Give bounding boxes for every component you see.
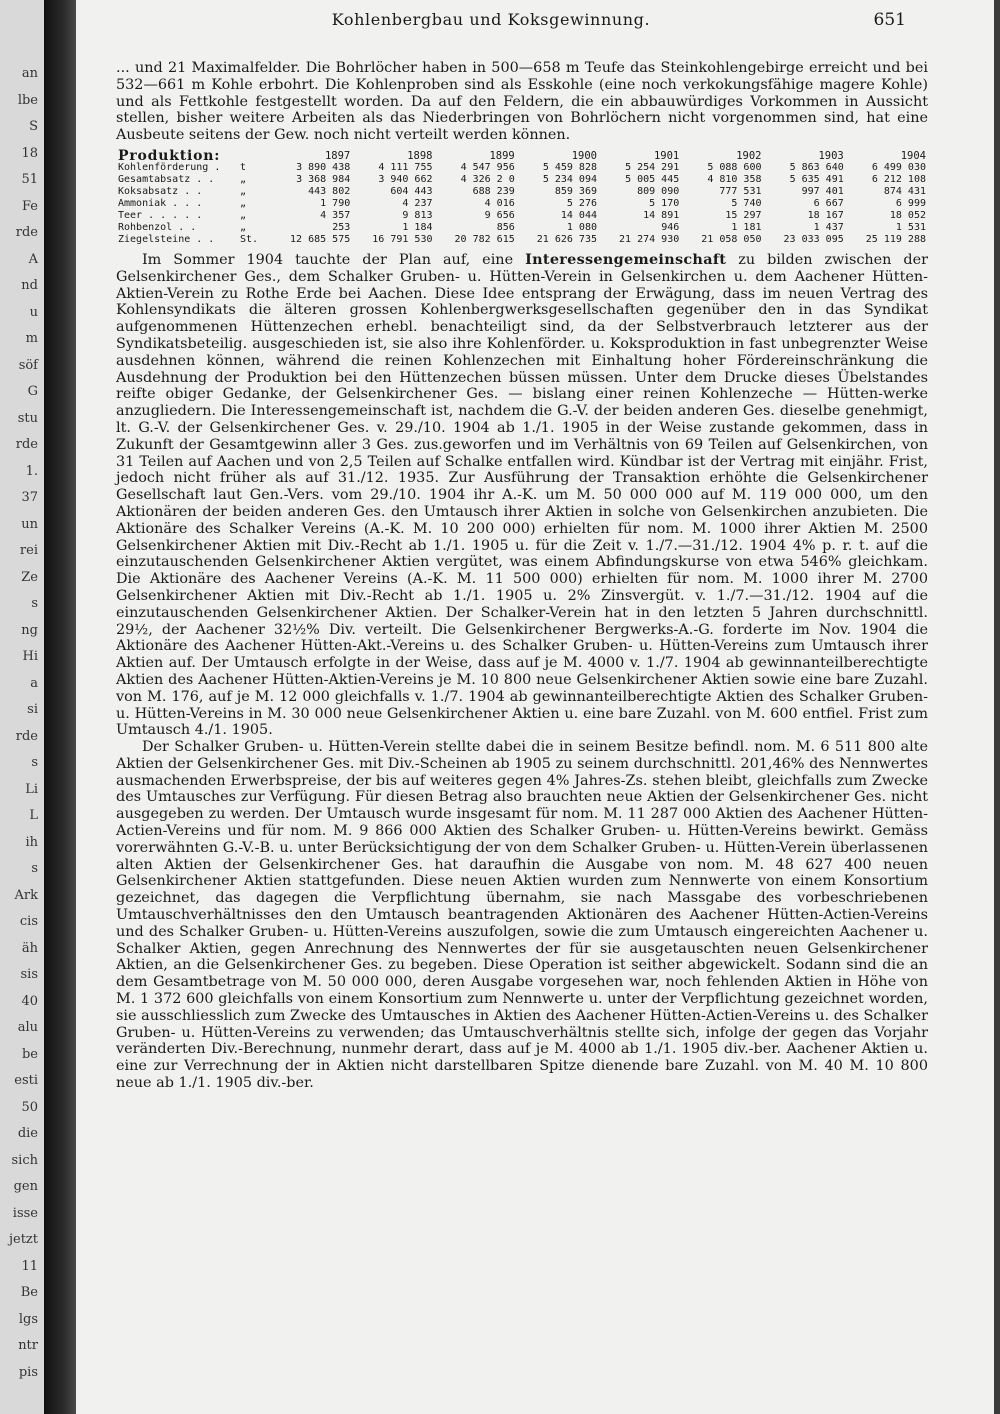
paragraph-2-lead: Im Sommer 1904 tauchte der Plan auf, eine	[142, 251, 514, 268]
paragraph-3: Der Schalker Gruben- u. Hütten-Verein stellte dabei die in seinem Besitze befindl. nom. M. 6 511 800 alte Aktien der Gelsenkirchener Ges. mit Div.-Scheinen ab 1905 zu seinem durchschnittl. 201,46% des Nennwertes ausmachenden Erwerbspreise, der bis auf weiteres gegen 4% Jahres-Zs. stehen bleibt, gleichfalls zum Zwecke des Umtausches zur Verfügung. Für diesen Betrag also brauchten neue Aktien der Gelsenkirchener Ges. nicht ausgegeben zu werden. Der Umtausch wurde insgesamt für nom. M. 11 287 000 Aktien des Aachener Hütten-Actien-Vereins und für nom. M. 9 866 000 Aktien des Schalker Gruben- u. Hütten-Vereins bewirkt. Gemäss vorerwähnten G.-V.-B. u. unter Berücksichtigung der von dem Schalker Gruben- u. Hütten-Verein überlassenen alten Aktien der Gelsenkirchener Ges. hat daraufhin die Ausgabe von nom. M. 48 627 400 neuen Gelsenkirchener Aktien stattgefunden. Diese neuen Aktien wurden zum Nennwerte von einem Konsortium gezeichnet, das dagegen die Verpflichtung übernahm, sie nach Massgabe des vorbeschriebenen Umtauschverhältnisses den den Umtausch beantragenden Aktionären des Aachener Hütten-Actien-Vereins und des Schalker Gruben- u. Hütten-Vereins auszufolgen, sowie die zum Umtausch eingereichten Aachener u. Schalker Aktien, gegen Anrechnung des Nennwertes der für sie ausgetauschten neuen Gelsenkirchener Aktien, an die Gelsenkirchener Ges. zu begeben. Diese Operation ist seither abgewickelt. Sodann sind die an dem Gesamtbetrage von M. 50 000 000, deren Ausgabe vorgesehen war, noch fehlenden Aktien in Höhe von M. 1 372 600 gleichfalls von einem Konsortium zum Nennwerte u. unter der Verpflichtung gezeichnet worden, sie ausschliesslich zum Zwecke des Umtausches in Aktien des Aachener Hütten-Actien-Vereins u. des Schalker Gruben- u. Hütten-Vereins zu verwenden; das Umtauschverhältnis stellte sich, infolge der gegen das Vorjahr veränderten Div.-Berechnung, nunmehr derart, dass auf je M. 4000 ab 1./1. 1905 div.-ber. Aachener Aktien u. eine zur Verrechnung der in Aktien nicht darstellbaren Spitze dienende bare Zuzahl. von M. 40 M. 10 800 neue ab 1./1. 1905 div.-ber.	[116, 739, 928, 1092]
adjacent-page-fragment: Be	[20, 1285, 38, 1300]
adjacent-page-fragment: be	[21, 1046, 38, 1062]
year-header-row	[116, 150, 928, 162]
table-cell: 946	[661, 221, 680, 233]
adjacent-page-fragment: ih	[25, 834, 38, 850]
year-header: 1900	[571, 149, 597, 162]
table-cell: 4 111 755	[378, 161, 433, 173]
adjacent-page-fragment: rde	[15, 225, 38, 240]
table-cell: 5 740	[731, 197, 762, 209]
adjacent-page-fragment: stu	[17, 410, 38, 426]
table-cell: 604 443	[390, 185, 433, 197]
page-header	[76, 10, 906, 34]
adjacent-page-fragment: Ze	[21, 569, 38, 585]
adjacent-page-fragment: die	[17, 1126, 38, 1141]
table-cell: 6 667	[813, 197, 844, 209]
adjacent-page-fragment: S	[29, 119, 38, 134]
table-cell: 5 276	[566, 197, 597, 209]
adjacent-page-fragment: rde	[15, 728, 38, 744]
row-label: Gesamtabsatz . .	[118, 173, 215, 185]
year-header: 1902	[736, 149, 762, 162]
adjacent-page-fragment: esti	[14, 1073, 38, 1088]
table-cell: 874 431	[883, 185, 926, 197]
row-unit: „	[240, 209, 247, 221]
table-row	[116, 198, 928, 210]
adjacent-page-fragment: äh	[21, 940, 38, 956]
adjacent-page-fragment: A	[28, 251, 38, 267]
table-row	[116, 234, 928, 246]
table-cell: 1 790	[320, 197, 351, 209]
table-cell: 18 167	[807, 209, 844, 221]
table-cell: 9 813	[402, 209, 433, 221]
table-cell: 5 170	[649, 197, 680, 209]
table-cell: 1 080	[566, 221, 597, 233]
row-label: Koksabsatz . .	[118, 185, 203, 197]
table-title: Produktion:	[118, 147, 221, 164]
adjacent-page-fragment: rei	[19, 543, 38, 558]
adjacent-page-fragment: an	[21, 66, 38, 81]
adjacent-page-fragment: gen	[13, 1179, 38, 1194]
adjacent-page-fragment: Hi	[22, 649, 38, 664]
row-label: Ammoniak . . .	[118, 197, 203, 209]
table-cell: 997 401	[801, 185, 844, 197]
adjacent-page-fragment: ntr	[18, 1338, 38, 1353]
adjacent-page-fragment: cis	[19, 914, 38, 929]
table-cell: 5 863 640	[789, 161, 844, 173]
adjacent-page-fragment: 1.	[25, 463, 38, 479]
adjacent-page-fragment: s	[31, 596, 38, 611]
year-header: 1904	[900, 149, 926, 162]
adjacent-page-fragment: G	[27, 384, 38, 399]
year-header: 1898	[407, 149, 433, 162]
table-cell: 9 656	[484, 209, 515, 221]
adjacent-page-fragment: L	[29, 808, 38, 823]
right-page-edge	[994, 0, 1000, 1414]
table-cell: 4 237	[402, 197, 433, 209]
adjacent-page-fragment: 37	[21, 490, 38, 505]
row-unit: „	[240, 197, 247, 209]
table-cell: 4 547 956	[460, 161, 515, 173]
row-unit: St.	[240, 233, 259, 245]
table-cell: 14 891	[643, 209, 680, 221]
document-page	[76, 0, 994, 1414]
table-cell: 5 254 291	[625, 161, 680, 173]
year-header: 1897	[324, 149, 351, 162]
adjacent-page-fragment: u	[29, 304, 38, 320]
adjacent-page-fragment: söf	[18, 357, 38, 373]
table-cell: 443 802	[308, 185, 351, 197]
paragraph-2-rest: zu bilden zwischen der Gelsenkirchener Ges., dem Schalker Gruben- u. Hütten-Verein in Gelsenkirchen u. dem Aachener Hütten-Aktien-Verein zu Rothe Erde bei Aachen. Diese Idee entsprang der Erwägung, dass im neuen Vertrag des Kohlensyndikats die älteren grossen Kohlenbergwerksgesellschaften gegenüber den in das Syndikat aufgenommenen Hüttenzechen erhebl. benachteiligt sind, da der Selbstverbrauch letzterer aus der Syndikatsbeteilig. ausgeschieden ist, sie also ihre Kohlenförder. u. Koksproduktion in fast unbegrenzter Weise ausdehnen können, während die reinen Kohlenzechen mit Einhaltung hoher Fördereinschränkung die Ausdehnung der Produktion bei den Hüttenzechen büssen müssen. Unter dem Drucke dieses Übelstandes reifte obiger Gedanke, der Gelsenkirchener Ges. — bislang einer reinen Kohlenzeche — Hütten-werke anzugliedern. Die Interessengemeinschaft ist, nachdem die G.-V. der beiden anderen Ges. dieselbe genehmigt, lt. G.-V. der Gelsenkirchener Ges. v. 29./10. 1904 ab 1./1. 1905 in der Weise zustande gekommen, dass in Zukunft der Gesamtgewinn aller 3 Ges. zus.geworfen und im Verhältnis von 69 Teilen auf Gelsenkirchen, von 31 Teilen auf Aachen und von 2,5 Teilen auf Schalke entfallen wird. Kündbar ist der Vertrag mit einjähr. Frist, jedoch nicht früher als auf 31./12. 1935. Zur Ausführung der Transaktion erhöhte die Gelsenkirchener Gesellschaft laut Gen.-Vers. vom 29./10. 1904 ihr A.-K. um M. 50 000 000 auf M. 119 000 000, um den Aktionären der beiden anderen Ges. den Umtausch ihrer Aktien in solche von Gelsenkirchen anzubieten. Die Aktionäre des Schalker Vereins (A.-K. M. 10 200 000) erhielten für nom. M. 1000 ihrer Aktien M. 2500 Gelsenkirchener Aktien mit Div.-Recht ab 1./1. 1905 u. für die Zeit v. 1./7.—31./12. 1904 4% p. r. t. auf die einzutauschenden Gelsenkirchener Aktien vergütet, was einem Abfindungskurse von etwa 546% gleichkam. Die Aktionäre des Aachener Vereins (A.-K. M. 11 500 000) erhielten für nom. M. 1000 ihrer M. 2700 Gelsenkirchener Aktien mit Div.-Recht ab 1./1. 1905 u. 2% Zinsvergüt. v. 1./7.—31./12. 1904 auf die einzutauschenden Gelsenkirchener Aktien. Der Schalker-Verein hat in den letzten 5 Jahren durchschnittl. 29½, der Aachener 32½% Div. verteilt. Die Gelsenkirchener Bergwerks-A.-G. forderte im Nov. 1904 die Aktionäre des Aachener Hütten-Akt.-Vereins u. des Schalker Gruben- u. Hütten-Vereins zum Umtausch ihrer Aktien auf. Der Umtausch erfolgte in der Weise, dass auf je M. 4000 v. 1./7. 1904 ab gewinnanteilberechtigte Aktien des Aachener Hütten-Aktien-Vereins je M. 10 800 neue Gelsenkirchener Aktien sowie eine bare Zuzahl. von M. 176, auf je M. 12 000 gleichfalls v. 1./7. 1904 ab gewinnanteilberechtigte Aktien des Schalker Gruben- u. Hütten-Vereins in M. 30 000 neue Gelsenkirchener Aktien u. eine bare Zuzahl. von M. 600 entfiel. Frist zum Umtausch 4./1. 1905.	[116, 251, 929, 739]
paragraph-1: ... und 21 Maximalfelder. Die Bohrlöcher haben in 500—658 m Teufe das Steinkohlengebirge erreicht und bei 532—661 m Kohle erbohrt. Die Kohlenproben sind als Esskohle (eine noch verkokungsfähige magere Kohle) und als Fettkohle festgestellt worden. Da auf den Feldern, die ein abbauwürdiges Vorkommen in Aussicht stellen, bisher weitere Arbeiten als das Niederbringen von Bohrlöchern nicht vorgenommen sind, hat eine Ausbeute seitens der Gew. noch nicht verteilt werden können.	[116, 60, 928, 144]
table-cell: 14 044	[560, 209, 597, 221]
page-number: 651	[873, 10, 906, 30]
table-cell: 5 234 094	[542, 173, 597, 185]
production-table	[116, 147, 928, 246]
table-row	[116, 210, 928, 222]
table-cell: 23 033 095	[783, 233, 844, 245]
table-cell: 3 890 438	[296, 161, 351, 173]
table-cell: 12 685 575	[290, 233, 351, 245]
table-cell: 21 274 930	[619, 233, 680, 245]
adjacent-page-fragment: lbe	[17, 92, 38, 108]
row-label: Teer . . . . .	[118, 209, 203, 221]
adjacent-page-fragment: nd	[21, 278, 38, 293]
table-cell: 21 058 050	[701, 233, 762, 245]
table-cell: 1 531	[895, 221, 926, 233]
year-header: 1901	[653, 149, 680, 162]
table-cell: 777 531	[719, 185, 762, 197]
adjacent-page-strip	[0, 0, 44, 1414]
adjacent-page-fragment: 50	[21, 1099, 38, 1115]
table-cell: 20 782 615	[454, 233, 515, 245]
adjacent-page-fragment: Fe	[21, 198, 38, 214]
adjacent-page-fragment: 11	[21, 1258, 38, 1274]
table-cell: 4 016	[484, 197, 515, 209]
adjacent-page-fragment: alu	[17, 1020, 38, 1035]
table-cell: 4 810 358	[707, 173, 762, 185]
table-cell: 1 181	[731, 221, 762, 233]
table-cell: 16 791 530	[372, 233, 433, 245]
table-cell: 253	[332, 221, 351, 233]
body-text	[116, 60, 928, 1092]
adjacent-page-fragment: Ark	[14, 887, 38, 903]
table-cell: 5 088 600	[707, 161, 762, 173]
table-cell: 856	[496, 221, 515, 233]
paragraph-2	[116, 252, 928, 739]
adjacent-page-fragment: 40	[21, 993, 38, 1009]
row-unit: „	[240, 221, 247, 233]
adjacent-page-fragment: si	[27, 702, 38, 717]
table-cell: 4 357	[320, 209, 351, 221]
row-unit: t	[240, 161, 247, 173]
adjacent-page-fragment: ng	[21, 622, 38, 638]
adjacent-page-fragment: m	[25, 331, 38, 346]
table-cell: 3 940 662	[378, 173, 433, 185]
adjacent-page-fragment: 18	[21, 145, 38, 161]
table-row	[116, 222, 928, 234]
row-label: Ziegelsteine . .	[118, 233, 215, 245]
year-header: 1903	[818, 149, 844, 162]
adjacent-page-fragment: a	[30, 675, 38, 691]
table-cell: 25 119 288	[865, 233, 926, 245]
table-cell: 6 499 030	[871, 161, 926, 173]
adjacent-page-fragment: 51	[21, 172, 38, 187]
running-title: Kohlenbergbau und Koksgewinnung.	[331, 10, 651, 29]
adjacent-page-fragment: pis	[18, 1364, 38, 1380]
production-table-body	[116, 162, 928, 246]
table-cell: 1 184	[402, 221, 433, 233]
table-cell: 3 368 984	[296, 173, 351, 185]
table-cell: 5 459 828	[542, 161, 597, 173]
table-cell: 6 999	[895, 197, 926, 209]
table-cell: 21 626 735	[536, 233, 597, 245]
table-cell: 6 212 108	[871, 173, 926, 185]
table-row	[116, 162, 928, 174]
table-cell: 859 369	[554, 185, 597, 197]
adjacent-page-fragment: lgs	[18, 1311, 38, 1327]
row-label: Rohbenzol . .	[118, 221, 197, 233]
adjacent-page-fragment: s	[31, 755, 38, 770]
adjacent-page-fragment: Li	[25, 781, 38, 797]
table-row	[116, 174, 928, 186]
table-cell: 15 297	[725, 209, 762, 221]
adjacent-page-fragment: isse	[12, 1205, 38, 1221]
adjacent-page-fragment: rde	[15, 437, 38, 452]
adjacent-page-fragment: sis	[20, 967, 38, 982]
row-unit: „	[240, 185, 247, 197]
table-cell: 5 005 445	[625, 173, 680, 185]
row-unit: „	[240, 173, 247, 185]
paragraph-2-emphasis: Interessengemeinschaft	[525, 250, 727, 268]
adjacent-page-fragment: jetzt	[8, 1232, 38, 1247]
table-cell: 18 052	[889, 209, 926, 221]
table-cell: 5 635 491	[789, 173, 844, 185]
table-cell: 688 239	[472, 185, 515, 197]
book-gutter	[44, 0, 76, 1414]
year-header: 1899	[489, 149, 515, 162]
table-cell: 1 437	[813, 221, 844, 233]
adjacent-page-fragment: s	[31, 861, 38, 876]
row-label: Kohlenförderung .	[118, 161, 221, 173]
table-cell: 4 326 2 0	[460, 173, 515, 185]
table-row	[116, 186, 928, 198]
table-cell: 809 090	[637, 185, 680, 197]
adjacent-page-fragment: un	[21, 516, 38, 532]
adjacent-page-fragment: sich	[11, 1152, 38, 1168]
